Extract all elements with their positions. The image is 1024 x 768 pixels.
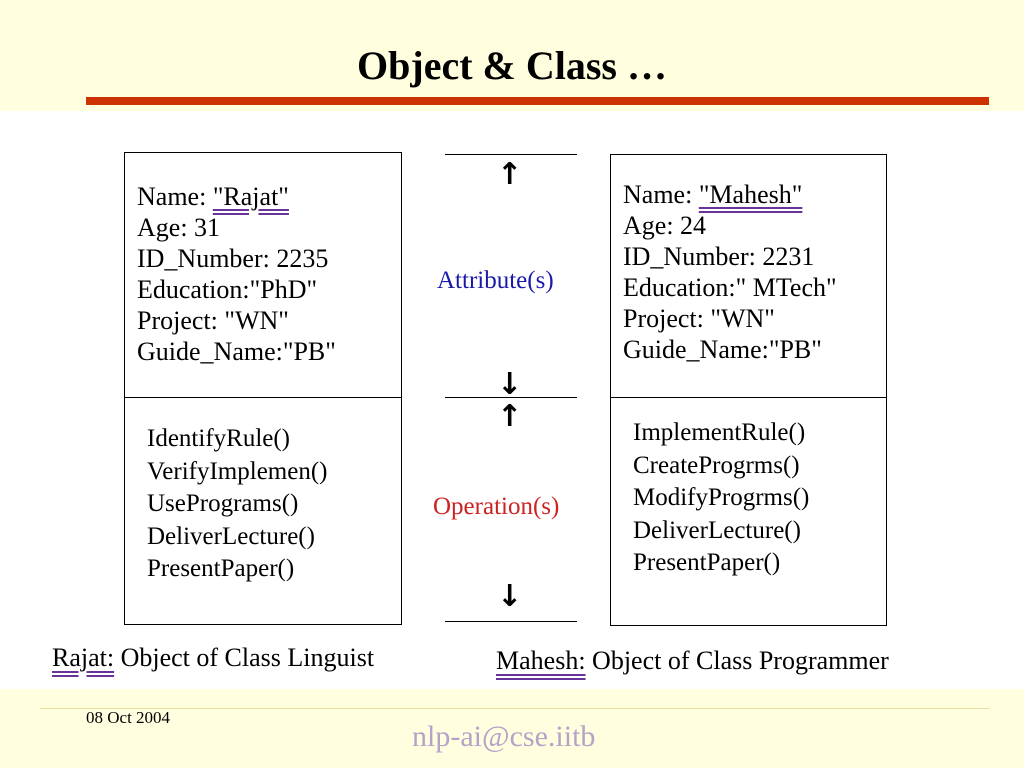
operation-item: UsePrograms() <box>147 490 299 517</box>
footer-rule <box>40 708 990 709</box>
caption-object-name: Rajat: <box>52 643 115 672</box>
down-arrow-icon: ↓ <box>497 367 523 402</box>
box-divider <box>611 397 886 398</box>
attributes-mahesh <box>623 179 837 365</box>
caption-object-name: Mahesh: <box>496 646 586 675</box>
attribute-label: Attribute(s) <box>437 267 554 294</box>
attribute-age: Age: 31 <box>137 213 221 242</box>
operation-item: ModifyProgrms() <box>633 484 810 511</box>
attribute-name-value: "Rajat" <box>212 182 289 211</box>
attribute-education: Education:"PhD" <box>137 275 318 304</box>
attribute-guide-name: Guide_Name:"PB" <box>623 335 822 364</box>
title-rule <box>86 97 989 105</box>
attribute-name-label: Name: <box>623 180 699 209</box>
footer-email: nlp-ai@cse.iitb <box>412 720 596 753</box>
attribute-name-label: Name: <box>137 182 213 211</box>
bracket-line-top <box>445 154 577 155</box>
attribute-project: Project: "WN" <box>137 306 289 335</box>
slide-date: 08 Oct 2004 <box>86 708 171 727</box>
down-arrow-icon: ↓ <box>497 579 523 614</box>
operation-item: PresentPaper() <box>633 549 781 576</box>
attribute-id-number: ID_Number: 2235 <box>137 244 329 273</box>
operation-item: PresentPaper() <box>147 555 295 582</box>
bracket-line-bottom <box>445 621 577 622</box>
object-box-rajat <box>124 152 402 625</box>
attribute-guide-name: Guide_Name:"PB" <box>137 337 336 366</box>
attribute-project: Project: "WN" <box>623 304 775 333</box>
operations-mahesh <box>633 417 809 580</box>
box-divider <box>125 397 401 398</box>
operation-item: VerifyImplemen() <box>147 457 328 485</box>
caption-mahesh <box>496 646 889 676</box>
bracket-line-middle <box>445 397 577 398</box>
slide-title: Object & Class … <box>357 43 667 88</box>
operation-item: IdentifyRule() <box>147 425 291 452</box>
operation-item: DeliverLecture() <box>633 516 801 544</box>
caption-class-text: Object of Class Programmer <box>585 646 889 675</box>
up-arrow-icon: ↑ <box>497 157 523 192</box>
attribute-age: Age: 24 <box>623 211 707 240</box>
operation-item: CreateProgrms() <box>633 451 800 479</box>
operation-item: DeliverLecture() <box>147 522 315 550</box>
attributes-rajat <box>137 181 336 367</box>
operations-rajat <box>147 423 327 586</box>
operation-label: Operation(s) <box>433 493 560 520</box>
attribute-education: Education:" MTech" <box>623 273 837 302</box>
object-box-mahesh <box>610 154 887 626</box>
up-arrow-icon: ↑ <box>497 399 523 434</box>
caption-rajat <box>52 643 374 673</box>
attribute-name <box>137 181 336 212</box>
operation-item: ImplementRule() <box>633 419 806 446</box>
caption-class-text: Object of Class Linguist <box>114 643 375 672</box>
attribute-name <box>623 179 837 210</box>
diagram-canvas <box>0 111 1024 689</box>
attribute-name-value: "Mahesh" <box>698 180 803 209</box>
attribute-id-number: ID_Number: 2231 <box>623 242 815 271</box>
